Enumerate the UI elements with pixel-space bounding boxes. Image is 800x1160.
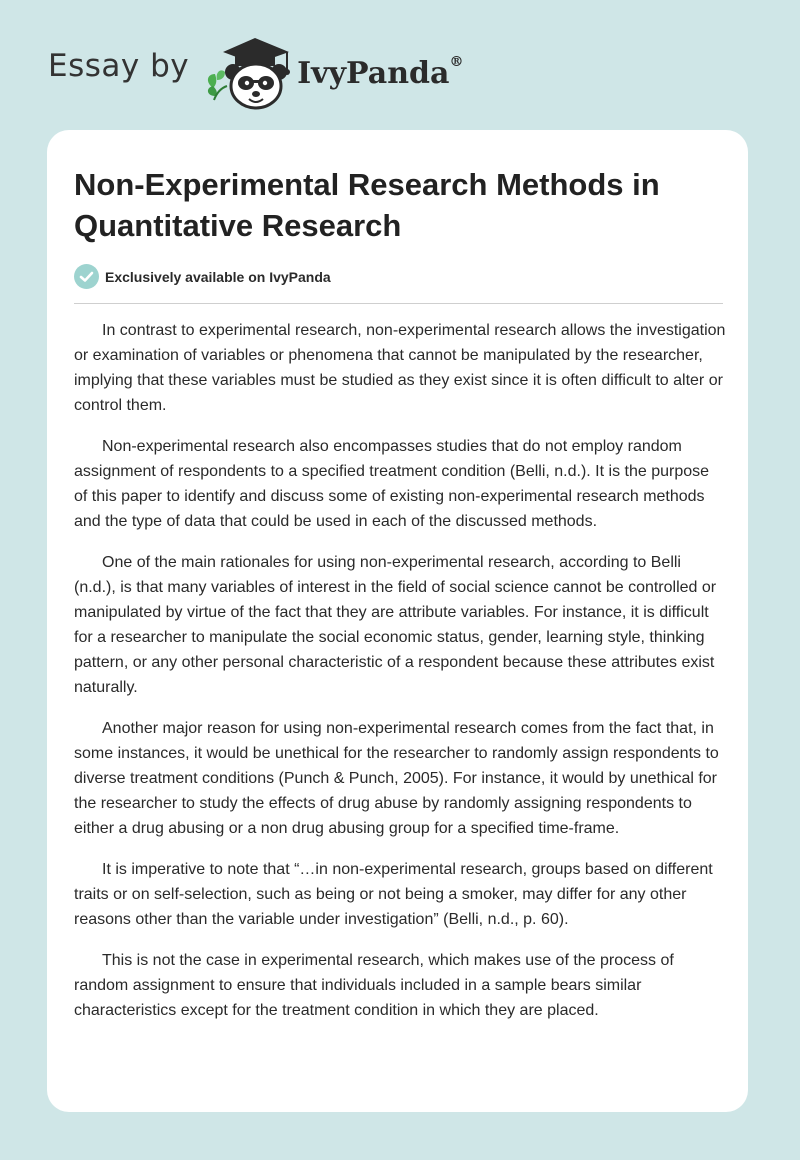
paragraph: Another major reason for using non-experimental research comes from the fact that, in some instances, it would be unethical for the researcher to randomly assign respondents to diverse treatment conditions (Punch & Punch, 2005). For instance, it would by unethical for the researcher to study the effects of drug abuse by randomly assigning respondents to either a drug abusing or a non drug abusing group for a specified time-frame. [74,720,719,837]
essay-card [47,130,748,1112]
page-title: Non-Experimental Research Methods in Quantitative Research [74,167,660,243]
paragraph: In contrast to experimental research, non-experimental research allows the investigation or examination of variables or phenomena that cannot be manipulated by the researcher, implying that these variables must be studied as they exist since it is often difficult to alter or control them. [74,322,726,414]
check-circle-icon [74,264,99,289]
exclusive-badge [74,264,331,289]
essay-by-label: Essay by [48,48,190,84]
paragraph: Non-experimental research also encompasses studies that do not employ random assignment of respondents to a specified treatment condition (Belli, n.d.). It is the purpose of this paper to identify and discuss some of existing non-experimental research methods and the type of data that could be used in each of the discussed methods. [74,438,710,530]
panda-graduate-logo-icon[interactable] [203,30,295,110]
paragraph: This is not the case in experimental research, which makes use of the process of random assignment to ensure that individuals included in a sample bears similar characteristics except for the treatment condition in which they are placed. [74,952,674,1019]
paragraph: One of the main rationales for using non-experimental research, according to Belli (n.d.), is that many variables of interest in the field of social science cannot be controlled or manipulated by virtue of the fact that they are attribute variables. For instance, it is difficult for a researcher to manipulate the social economic status, gender, learning style, thinking pattern, or any other personal characteristic of a respondent because these attributes exist naturally. [74,554,717,696]
site-header [48,30,463,110]
essay-body [74,318,726,1039]
exclusive-badge-label: Exclusively available on IvyPanda [105,268,331,285]
brand-name[interactable]: IvyPanda® [297,53,464,91]
paragraph: It is imperative to note that “…in non-experimental research, groups based on different traits or on self-selection, such as being or not being a smoker, may differ for any other reasons other than the variable under investigation” (Belli, n.d., p. 60). [74,861,713,928]
registered-mark: ® [449,53,464,70]
divider [74,303,723,304]
